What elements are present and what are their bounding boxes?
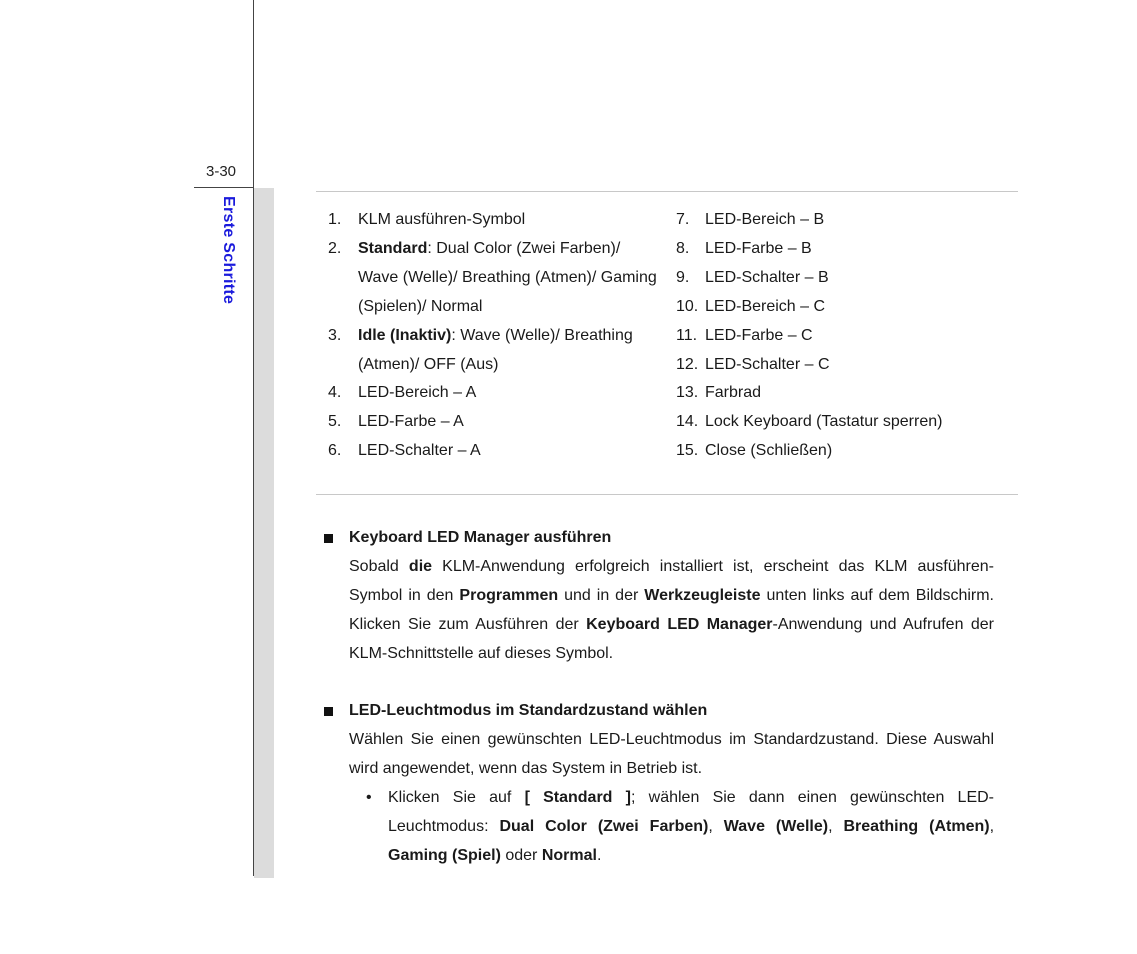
text-run: oder	[500, 846, 542, 864]
list-item	[328, 437, 658, 466]
item-number: 6.	[328, 442, 342, 460]
section-led-mode	[322, 697, 994, 870]
text-run: ,	[828, 817, 844, 835]
bold-run: Breathing (Atmen)	[843, 817, 990, 835]
text-run: ; wählen Sie dann einen gewünschten LED-Leuchtmodus:	[388, 788, 995, 835]
page-number-rule	[194, 187, 254, 188]
item-text: Close (Schließen)	[705, 442, 833, 460]
legend-list-right	[676, 206, 1016, 466]
bold-run: Keyboard LED Manager	[586, 615, 773, 633]
section-paragraph	[322, 553, 994, 669]
page-number: 3-30	[206, 163, 237, 180]
text-run: und in der	[558, 586, 645, 604]
item-number: 7.	[676, 211, 690, 228]
item-bold-term: Standard	[358, 239, 428, 257]
list-item	[676, 206, 1016, 235]
item-text: LED-Farbe – B	[705, 239, 812, 257]
item-text	[358, 235, 658, 322]
list-item	[676, 235, 1016, 264]
bold-run: [ Standard ]	[524, 788, 631, 806]
list-item	[676, 293, 1016, 322]
section-heading: Keyboard LED Manager ausführen	[349, 529, 612, 546]
list-item	[328, 235, 658, 322]
item-number: 15.	[676, 442, 699, 460]
item-text: LED-Farbe – A	[358, 413, 464, 431]
list-item	[676, 322, 1016, 351]
item-text: LED-Farbe – C	[705, 326, 813, 344]
item-rest: : Wave (Welle)/ Breathing (Atmen)/ OFF (Aus)	[358, 326, 633, 373]
item-number: 2.	[328, 239, 342, 257]
item-number: 12.	[676, 355, 699, 373]
list-item	[328, 408, 658, 437]
section-paragraph: Wählen Sie einen gewünschten LED-Leuchtmodus im Standardzustand. Diese Auswahl wird angewendet, wenn das System in Betrieb ist.	[349, 730, 994, 777]
list-item	[328, 379, 658, 408]
list-item	[676, 379, 1016, 408]
bold-run: Dual Color (Zwei Farben)	[499, 817, 709, 835]
dot-bullet-icon: •	[366, 788, 372, 806]
bold-run: die	[408, 557, 433, 575]
legend-list-left	[328, 206, 658, 466]
bold-run: Normal	[541, 846, 597, 864]
item-text: KLM ausführen-Symbol	[358, 211, 526, 228]
item-rest: : Dual Color (Zwei Farben)/ Wave (Welle)/ Breathing (Atmen)/ Gaming (Spielen)/ Normal	[358, 239, 657, 315]
list-item	[676, 408, 1016, 437]
text-run: ,	[989, 817, 995, 835]
item-number: 8.	[676, 239, 690, 257]
list-item	[676, 264, 1016, 293]
square-bullet-icon	[324, 707, 333, 716]
text-run: ,	[708, 817, 724, 835]
text-run: -Anwendung und Aufrufen der KLM-Schnittstelle auf dieses Symbol.	[349, 615, 995, 662]
item-text: Lock Keyboard (Tastatur sperren)	[705, 413, 943, 431]
item-number: 14.	[676, 413, 699, 431]
item-text: Farbrad	[705, 384, 762, 402]
bold-run: Gaming (Spiel)	[388, 846, 501, 864]
item-text: LED-Bereich – B	[705, 211, 825, 228]
item-text: LED-Bereich – A	[358, 384, 477, 402]
side-band	[254, 188, 274, 878]
item-number: 10.	[676, 297, 699, 315]
list-bottom-rule	[316, 494, 1018, 495]
sub-bullet-item	[322, 784, 994, 871]
text-run: unten links auf dem Bildschirm. Klicken Sie zum Ausführen der	[349, 586, 995, 633]
item-bold-term: Idle (Inaktiv)	[358, 326, 452, 344]
list-item	[676, 351, 1016, 380]
chapter-side-title: Erste Schritte	[220, 196, 237, 305]
bold-run: Wave (Welle)	[723, 817, 829, 835]
item-number: 9.	[676, 268, 690, 286]
text-run: Klicken Sie auf	[388, 788, 525, 806]
item-number: 1.	[328, 211, 342, 228]
item-number: 4.	[328, 384, 342, 402]
text-run: KLM-Anwendung erfolgreich installiert ist, erscheint das KLM ausführen-Symbol in den	[349, 557, 994, 604]
list-item	[676, 437, 1016, 466]
item-text: LED-Bereich – C	[705, 297, 826, 315]
text-run: Sobald	[349, 557, 409, 575]
item-text	[358, 322, 658, 380]
section-heading: LED-Leuchtmodus im Standardzustand wählen	[349, 702, 708, 719]
section-run-klm	[322, 524, 994, 669]
list-top-rule	[316, 191, 1018, 192]
bold-run: Programmen	[459, 586, 559, 604]
list-item	[328, 206, 658, 235]
item-text: LED-Schalter – B	[705, 268, 829, 286]
item-text: LED-Schalter – C	[705, 355, 830, 373]
item-text: LED-Schalter – A	[358, 442, 481, 460]
bold-run: Werkzeugleiste	[644, 586, 761, 604]
item-number: 13.	[676, 384, 699, 402]
item-number: 11.	[676, 326, 698, 344]
item-number: 5.	[328, 413, 342, 431]
item-number: 3.	[328, 326, 342, 344]
square-bullet-icon	[324, 534, 333, 543]
text-run: .	[596, 846, 602, 864]
list-item	[328, 322, 658, 380]
